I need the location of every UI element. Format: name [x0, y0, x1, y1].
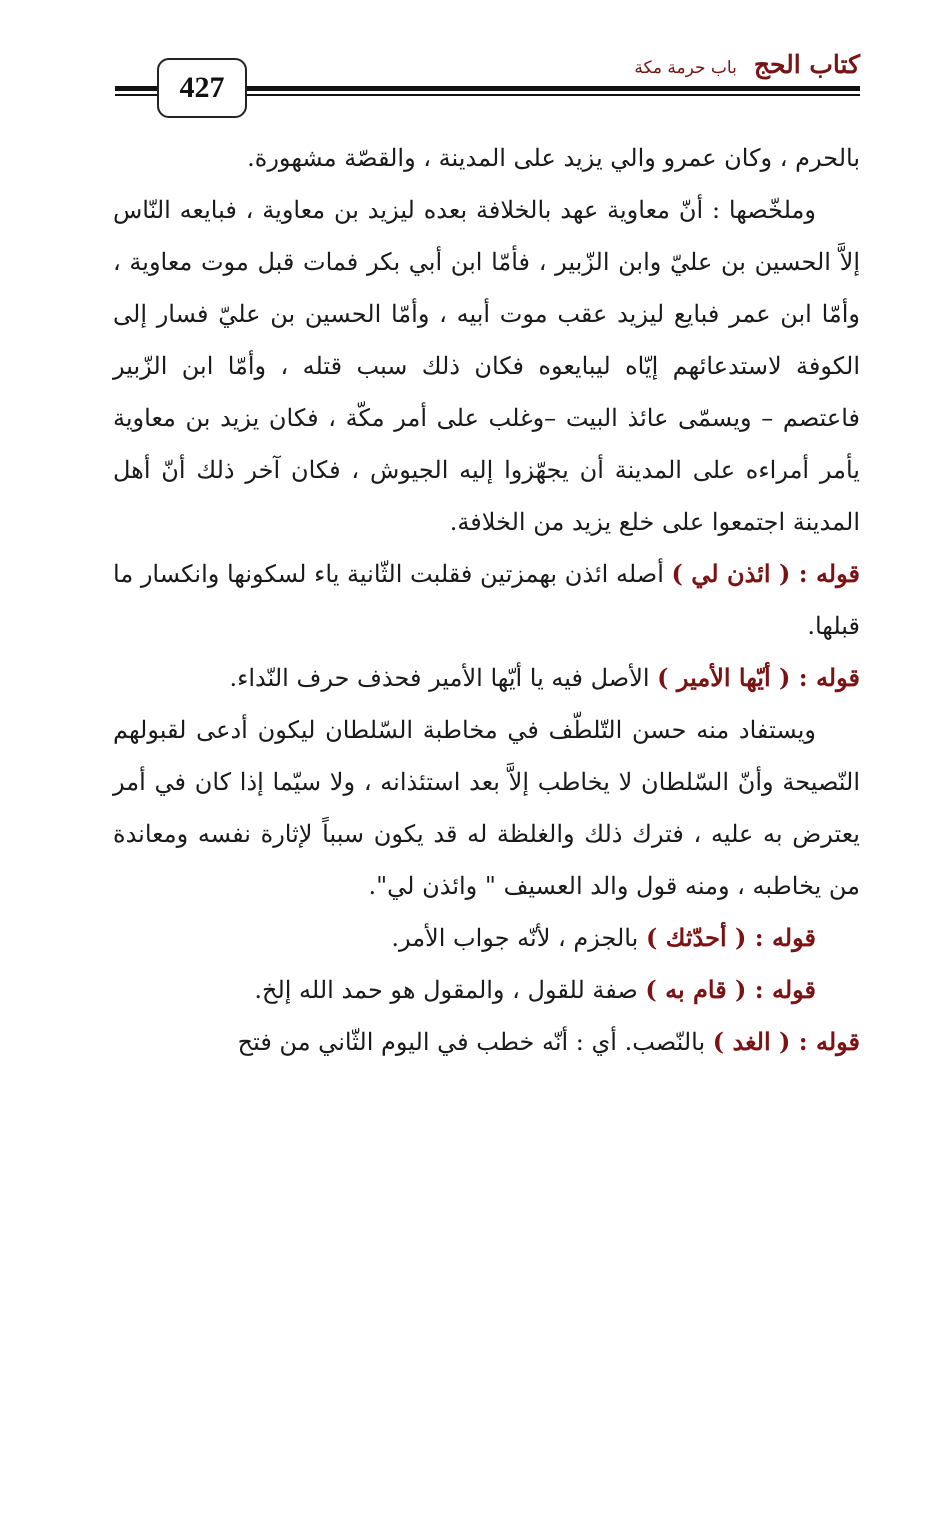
page-number: 427: [179, 71, 225, 104]
commentary-entry: [113, 548, 860, 652]
paragraph: [113, 132, 860, 184]
page-body: [113, 132, 860, 1068]
commentary-entry: [113, 912, 860, 964]
entry-label: قوله : ( أحدّثك ): [645, 923, 816, 952]
commentary-entry: [113, 1016, 860, 1068]
paragraph: [113, 704, 860, 912]
paragraph-text: ويستفاد منه حسن التّلطّف في مخاطبة السّلطان ليكون أدعى لقبولهم النّصيحة وأنّ السّلطان لا يخاطب إلاَّ بعد استئذانه ، ولا سيّما إذا كان في أمر يعترض به عليه ، فترك ذلك والغلظة له قد يكون سبباً لإثارة نفسه ومعاندة من يخاطبه ، ومنه قول والد العسيف " وائذن لي".: [113, 716, 860, 900]
entry-label: قوله : ( قام به ): [645, 975, 816, 1004]
entry-text: بالجزم ، لأنّه جواب الأمر.: [391, 924, 646, 952]
entry-label: قوله : ( أيّها الأمير ): [657, 663, 860, 692]
commentary-entry: [113, 652, 860, 704]
entry-text: أصله ائذن بهمزتين فقلبت الثّانية ياء لسكونها وانكسار ما قبلها.: [113, 560, 860, 640]
book-title: كتاب الحج: [753, 50, 860, 79]
entry-label: قوله : ( الغد ): [712, 1027, 860, 1056]
paragraph: [113, 184, 860, 548]
entry-text: صفة للقول ، والمقول هو حمد الله إلخ.: [254, 976, 646, 1004]
chapter-title: باب حرمة مكة: [634, 58, 737, 78]
paragraph-text: وملخّصها : أنّ معاوية عهد بالخلافة بعده ليزيد بن معاوية ، فبايعه النّاس إلاَّ الحسين بن عليّ وابن الزّبير ، فأمّا ابن أبي بكر فمات قبل موت معاوية ، وأمّا ابن عمر فبايع ليزيد عقب موت أبيه ، وأمّا الحسين بن عليّ فسار إلى الكوفة لاستدعائهم إيّاه ليبايعوه فكان ذلك سبب قتله ، وأمّا ابن الزّبير فاعتصم – ويسمّى عائذ البيت –وغلب على أمر مكّة ، فكان يزيد بن معاوية يأمر أمراءه على المدينة أن يجهّزوا إليه الجيوش ، فكان آخر ذلك أنّ أهل المدينة اجتمعوا على خلع يزيد من الخلافة.: [113, 196, 860, 536]
entry-text: الأصل فيه يا أيّها الأمير فحذف حرف النّداء.: [229, 664, 658, 692]
commentary-entry: [113, 964, 860, 1016]
page-number-box: [157, 58, 247, 118]
paragraph-text: بالحرم ، وكان عمرو والي يزيد على المدينة ، والقصّة مشهورة.: [247, 144, 860, 172]
entry-label: قوله : ( ائذن لي ): [671, 559, 860, 588]
entry-text: بالنّصب. أي : أنّه خطب في اليوم الثّاني من فتح: [237, 1028, 713, 1056]
page-header: [115, 48, 860, 118]
running-head: [634, 50, 860, 79]
